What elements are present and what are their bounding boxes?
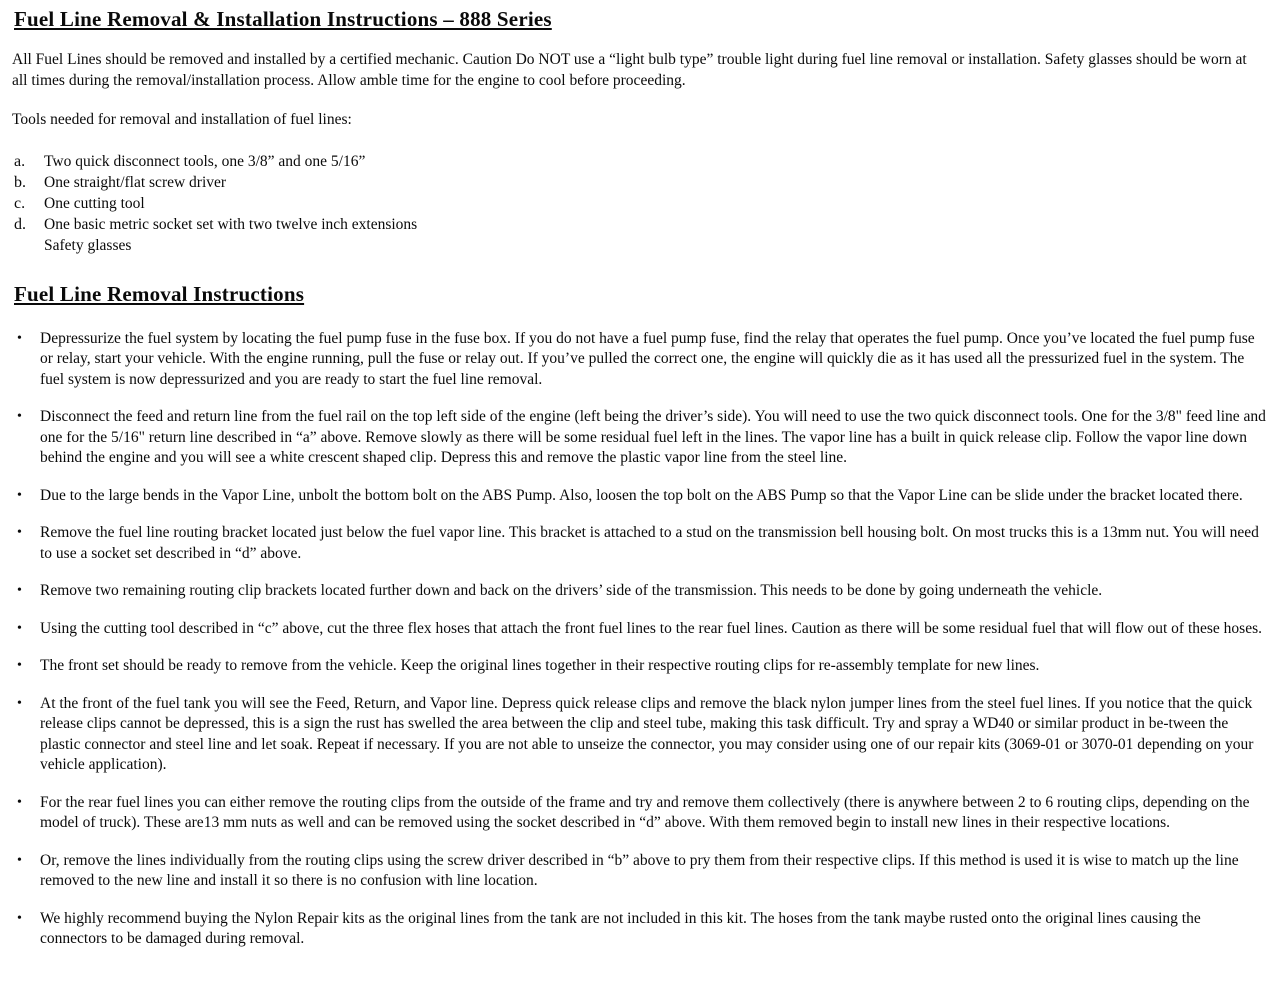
bullet-icon: • xyxy=(17,330,22,346)
tool-item xyxy=(12,151,1266,172)
instruction-step xyxy=(12,581,1266,602)
bullet-icon: • xyxy=(17,583,22,598)
tool-item xyxy=(12,235,1266,256)
instruction-steps xyxy=(12,329,1266,950)
bullet-icon: • xyxy=(17,658,22,673)
bullet-icon: • xyxy=(17,852,22,868)
step-text: Disconnect the feed and return line from the fuel rail on the top left side of the engine (left being the driver’s side). You will need to use the two quick disconnect tools. One for the 3/8" feed line and one for the 5/16" return line described in “a” above. Remove slowly as there will be some residual fuel left in the lines. The vapor line has a built in quick release clip. Follow the vapor line down behind the engine and you will see a white crescent shaped clip. Depress this and remove the plastic vapor line from the steel line. xyxy=(40,408,1266,466)
step-text: We highly recommend buying the Nylon Repair kits as the original lines from the tank are not included in this kit. The hoses from the tank maybe rusted onto the original lines causing the connectors to be damaged during removal. xyxy=(40,909,1201,947)
tool-marker: c. xyxy=(14,194,26,212)
section-heading: Fuel Line Removal Instructions xyxy=(14,281,305,306)
instruction-step xyxy=(12,793,1266,834)
tool-marker: a. xyxy=(14,152,26,170)
instruction-step xyxy=(12,407,1266,469)
instruction-step xyxy=(12,523,1266,564)
bullet-icon: • xyxy=(17,487,22,503)
instruction-step xyxy=(12,486,1266,507)
step-text: Or, remove the lines individually from the routing clips using the screw driver described in “b” above to pry them from their respective clips. If this method is used it is wise to match up the line removed to the new line and install it so there is no confusion with line location. xyxy=(40,851,1239,889)
step-text: At the front of the fuel tank you will see the Feed, Return, and Vapor line. Depress quick release clips and remove the black nylon jumper lines from the steel fuel lines. If you notice that the quick release clips cannot be depressed, this is a sign the rust has swelled the area between the clip and steel tube, making this task difficult. Try and spray a WD40 or similar product in be-tween the plastic connector and steel line and let soak. Repeat if necessary. If you are not able to unseize the connector, you may consider using one of our repair kits (3069-01 or 3070-01 depending on your vehicle application). xyxy=(40,694,1254,773)
instruction-step xyxy=(12,619,1266,640)
tool-text: Two quick disconnect tools, one 3/8” and one 5/16” xyxy=(44,152,366,170)
step-text: The front set should be ready to remove from the vehicle. Keep the original lines together in their respective routing clips for re-assembly template for new lines. xyxy=(40,657,1040,674)
step-text: Using the cutting tool described in “c” above, cut the three flex hoses that attach the front fuel lines to the rear fuel lines. Caution as there will be some residual fuel that will flow out of these hoses. xyxy=(40,619,1262,637)
tool-text: One basic metric socket set with two twelve inch extensions xyxy=(44,215,418,233)
tool-text: One straight/flat screw driver xyxy=(44,173,227,191)
instruction-step xyxy=(12,329,1266,391)
instruction-step xyxy=(12,851,1266,892)
step-text: Depressurize the fuel system by locating the fuel pump fuse in the fuse box. If you do not have a fuel pump fuse, find the relay that operates the fuel pump. Once you’ve located the fuel pump fuse or relay, start your vehicle. With the engine running, pull the fuse or relay out. If you’ve pulled the correct one, the engine will quickly die as it has used all the pressurized fuel in the system. The fuel system is now depressurized and you are ready to start the fuel line removal. xyxy=(40,329,1255,388)
tool-item xyxy=(12,193,1266,214)
step-text: Due to the large bends in the Vapor Line, unbolt the bottom bolt on the ABS Pump. Also, loosen the top bolt on the ABS Pump so that the Vapor Line can be slide under the bracket located there. xyxy=(40,486,1243,504)
tool-marker: b. xyxy=(14,173,26,191)
step-text: For the rear fuel lines you can either remove the routing clips from the outside of the frame and try and remove them collectively (there is anywhere between 2 to 6 routing clips, depending on the model of truck). These are13 mm nuts as well and can be removed using the socket described in “d” above. With them removed begin to install new lines in their respective locations. xyxy=(40,793,1250,831)
bullet-icon: • xyxy=(17,409,22,424)
document-title: Fuel Line Removal & Installation Instructions – 888 Series xyxy=(14,7,552,31)
bullet-icon: • xyxy=(17,620,22,636)
intro-paragraph: All Fuel Lines should be removed and installed by a certified mechanic. Caution Do NOT use a “light bulb type” trouble light during fuel line removal or installation. Safety glasses should be worn at all times during the removal/installation process. Allow amble time for the engine to cool before proceeding. xyxy=(12,51,1247,89)
instruction-step xyxy=(12,909,1266,950)
tool-text: One cutting tool xyxy=(44,194,145,212)
bullet-icon: • xyxy=(17,695,22,711)
bullet-icon: • xyxy=(17,794,22,810)
instruction-step xyxy=(12,694,1266,776)
tool-marker: d. xyxy=(14,215,26,233)
tool-item xyxy=(12,172,1266,193)
instruction-step xyxy=(12,656,1266,677)
tools-list xyxy=(12,151,1266,256)
bullet-icon: • xyxy=(17,910,22,926)
tools-heading: Tools needed for removal and installation of fuel lines: xyxy=(12,111,352,128)
tool-text: Safety glasses xyxy=(44,236,132,254)
tool-item xyxy=(12,214,1266,235)
step-text: Remove two remaining routing clip brackets located further down and back on the drivers’ side of the transmission. This needs to be done by going underneath the vehicle. xyxy=(40,582,1103,599)
step-text: Remove the fuel line routing bracket located just below the fuel vapor line. This bracket is attached to a stud on the transmission bell housing bolt. On most trucks this is a 13mm nut. You will need to use a socket set described in “d” above. xyxy=(40,524,1259,562)
bullet-icon: • xyxy=(17,525,22,540)
